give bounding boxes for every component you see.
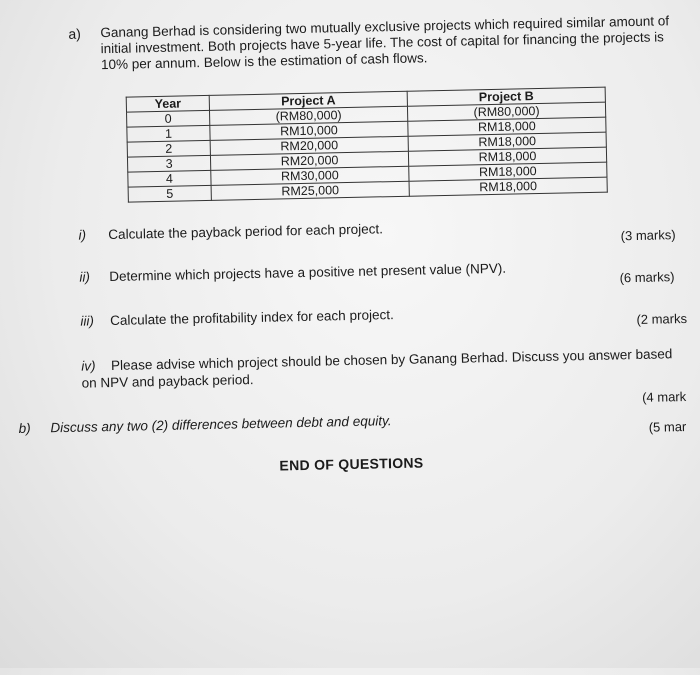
- cell-year: 4: [128, 170, 211, 187]
- question-text: Please advise which project should be chosen by Ganang Berhad. Discuss you answer based on NPV and payback period.: [81, 346, 673, 391]
- part-a-label: a): [68, 25, 81, 42]
- question-text: Determine which projects have a positive net present value (NPV).: [109, 260, 507, 285]
- part-b-marks: (5 mar: [648, 418, 687, 435]
- cell-project-a: RM25,000: [211, 181, 409, 200]
- question-iv: [81, 345, 682, 392]
- question-i: [78, 221, 383, 242]
- question-number: iii): [80, 313, 95, 329]
- part-a-intro: Ganang Berhad is considering two mutually exclusive projects which required similar amount of initial investment. Both projects have 5-year life. The cost of capital for financing the projects is 10% per annum. Below is the estimation of cash flows.: [100, 13, 670, 73]
- cash-flow-table: [126, 87, 608, 203]
- cell-project-b: RM18,000: [409, 177, 607, 196]
- cell-project-a: RM30,000: [211, 166, 409, 185]
- cell-project-b: RM18,000: [409, 162, 607, 181]
- part-b-label: b): [18, 420, 31, 436]
- cell-project-a: RM10,000: [210, 121, 408, 140]
- cell-project-a: RM20,000: [210, 136, 408, 155]
- cell-project-a: RM20,000: [210, 151, 408, 170]
- part-b-text: Discuss any two (2) differences between debt and equity.: [50, 413, 392, 436]
- cell-year: 2: [127, 140, 210, 157]
- cell-project-a: (RM80,000): [209, 106, 407, 125]
- question-iv-marks: (4 mark: [641, 388, 687, 405]
- question-ii-marks: (6 marks): [619, 269, 675, 286]
- cell-project-b: RM18,000: [408, 132, 606, 151]
- cell-year: 1: [127, 125, 210, 142]
- end-of-questions: END OF QUESTIONS: [279, 454, 424, 474]
- cell-project-b: RM18,000: [408, 147, 606, 166]
- question-text: Calculate the payback period for each project.: [108, 221, 384, 243]
- header-project-b: Project B: [407, 87, 605, 106]
- question-ii: [79, 261, 506, 285]
- question-text: Calculate the profitability index for each project.: [109, 307, 394, 329]
- cell-year: 3: [127, 155, 210, 172]
- question-number: iv): [81, 358, 96, 374]
- part-b: [18, 413, 391, 436]
- question-i-marks: (3 marks): [620, 227, 676, 244]
- header-year: Year: [126, 95, 209, 112]
- question-iii-marks: (2 marks: [636, 310, 688, 328]
- cell-year: 0: [127, 110, 210, 127]
- cell-year: 5: [128, 185, 211, 202]
- header-project-a: Project A: [209, 91, 407, 110]
- cell-project-b: RM18,000: [408, 117, 606, 136]
- question-number: i): [78, 227, 87, 243]
- question-number: ii): [79, 269, 91, 285]
- cell-project-b: (RM80,000): [407, 102, 605, 121]
- question-iii: [80, 307, 394, 329]
